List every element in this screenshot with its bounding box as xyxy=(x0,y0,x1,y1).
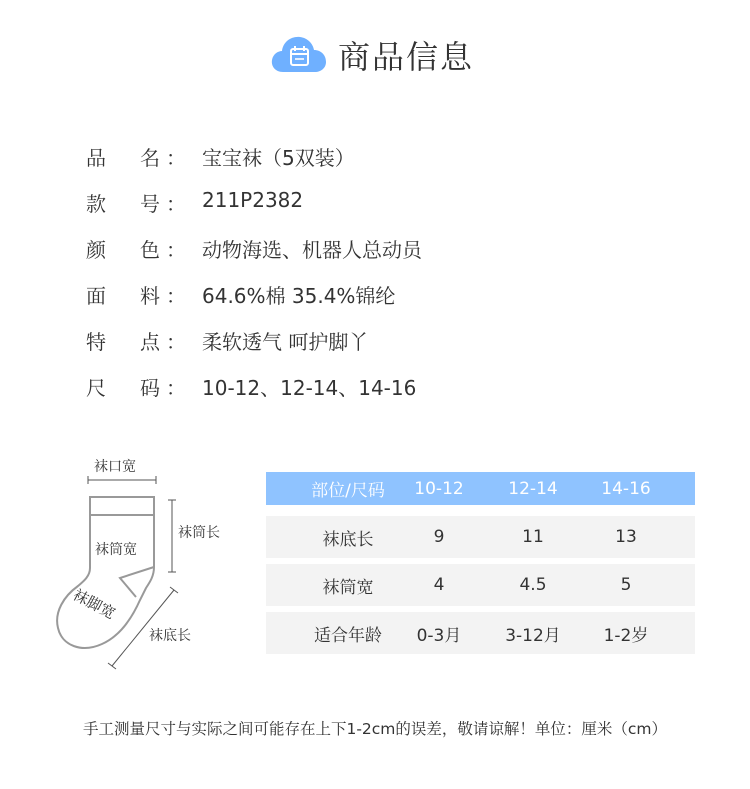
info-key-char2: 色 xyxy=(140,238,160,262)
table-cell: 0-3月 xyxy=(416,625,462,646)
table-cell: 4.5 xyxy=(519,575,547,595)
table-row xyxy=(266,612,695,654)
table-header-cell: 部位/尺码 xyxy=(311,481,385,501)
info-value: 柔软透气 呵护脚丫 xyxy=(202,330,369,354)
label-foot-width: 袜脚宽 xyxy=(70,585,119,623)
table-cell: 5 xyxy=(620,575,632,595)
info-colon: ： xyxy=(166,192,186,216)
measure-tick xyxy=(170,587,178,593)
info-key-char1: 款 xyxy=(86,192,106,216)
info-value: 动物海选、机器人总动员 xyxy=(202,238,422,262)
info-key-char1: 颜 xyxy=(86,238,106,262)
info-colon: ： xyxy=(166,238,186,262)
info-key-char1: 特 xyxy=(86,330,106,354)
label-sole-length: 袜底长 xyxy=(149,628,191,644)
label-tube-width: 袜筒宽 xyxy=(95,542,137,558)
table-header-cell: 12-14 xyxy=(508,478,558,499)
table-row xyxy=(266,564,695,606)
sock-measurement-diagram xyxy=(50,450,250,680)
table-header-cell: 14-16 xyxy=(601,478,651,499)
table-cell: 4 xyxy=(433,575,445,595)
table-cell: 适合年龄 xyxy=(314,625,382,646)
table-cell: 13 xyxy=(615,527,637,547)
info-value: 宝宝袜（5双装） xyxy=(202,146,355,170)
table-cell: 3-12月 xyxy=(505,625,561,646)
info-key-char1: 尺 xyxy=(86,376,106,400)
measurement-footnote: 手工测量尺寸与实际之间可能存在上下1-2cm的误差，敬请谅解！单位：厘米（cm） xyxy=(82,720,668,738)
table-cell: 1-2岁 xyxy=(603,625,649,646)
info-value: 64.6%棉 35.4%锦纶 xyxy=(202,284,396,308)
info-key-char2: 点 xyxy=(140,330,160,354)
label-tube-length: 袜筒长 xyxy=(178,525,220,541)
page-title: 商品信息 xyxy=(338,38,475,76)
info-key-char1: 品 xyxy=(86,146,106,170)
table-header-cell: 10-12 xyxy=(414,478,464,499)
info-colon: ： xyxy=(166,330,186,354)
table-cell: 袜底长 xyxy=(322,529,374,550)
info-colon: ： xyxy=(166,146,186,170)
table-cell: 袜筒宽 xyxy=(322,577,374,598)
measure-tick xyxy=(108,663,116,669)
info-key-char2: 码 xyxy=(140,376,160,400)
info-key-char1: 面 xyxy=(86,284,106,308)
info-key-char2: 名 xyxy=(140,146,160,170)
info-value: 211P2382 xyxy=(202,188,304,212)
section-title xyxy=(0,30,750,80)
info-key-char2: 号 xyxy=(140,192,160,216)
info-key-char2: 料 xyxy=(140,284,160,308)
calendar-cloud-icon xyxy=(271,34,327,74)
info-colon: ： xyxy=(166,284,186,308)
table-header-row xyxy=(266,472,695,505)
label-top-width: 袜口宽 xyxy=(94,459,136,475)
table-cell: 11 xyxy=(522,527,544,547)
table-cell: 9 xyxy=(433,527,445,547)
info-value: 10-12、12-14、14-16 xyxy=(202,376,417,400)
info-colon: ： xyxy=(166,376,186,400)
table-row xyxy=(266,516,695,558)
